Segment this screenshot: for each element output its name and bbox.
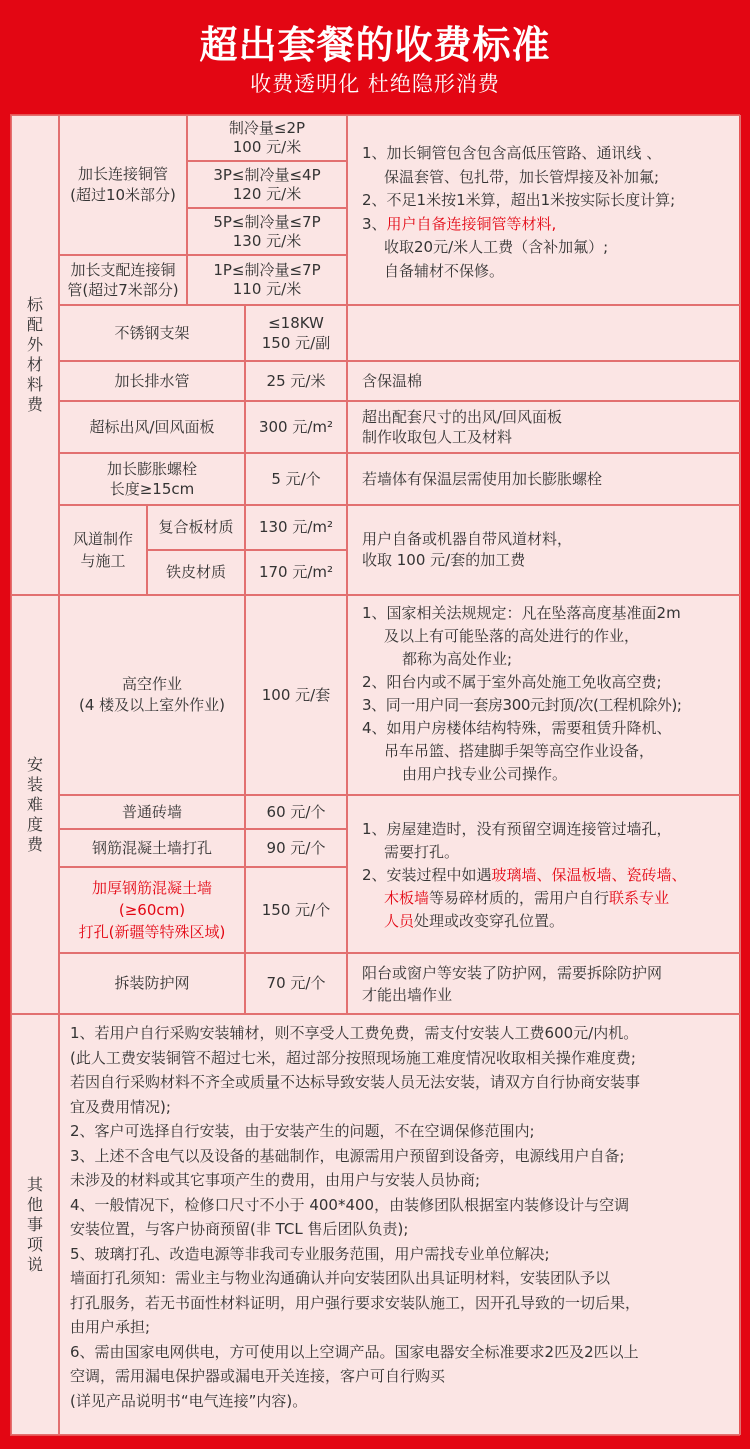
page-subtitle: 收费透明化 杜绝隐形消费 xyxy=(250,72,500,96)
row-price-drain: 25 元/米 xyxy=(245,361,347,401)
row-desc-bracket xyxy=(347,305,741,361)
page-title: 超出套餐的收费标准 xyxy=(199,23,551,67)
wall-concrete-price: 90 元/个 xyxy=(245,829,347,867)
wall-brick-name: 普通砖墙 xyxy=(59,795,245,829)
wall-notes: 1、房屋建造时，没有预留空调连接管过墙孔， 需要打孔。 2、安装过程中如遇玻璃墙、保温板墙、瓷砖墙、 木板墙等易碎材质的，需用户自行联系专业 人员处理或改变穿孔位置。 xyxy=(347,795,741,953)
high-altitude-price: 100 元/套 xyxy=(245,595,347,795)
duct-iron-price: 170 元/m² xyxy=(245,550,347,595)
row-desc-drain: 含保温棉 xyxy=(347,361,741,401)
copper-price-7p: 5P≤制冷量≤7P 130 元/米 xyxy=(187,208,347,255)
high-altitude-name: 高空作业 (4 楼及以上室外作业) xyxy=(59,595,245,795)
net-name: 拆装防护网 xyxy=(59,953,245,1014)
fee-table xyxy=(10,114,740,1436)
copper-price-4p: 3P≤制冷量≤4P 120 元/米 xyxy=(187,161,347,208)
duct-composite-price: 130 元/m² xyxy=(245,505,347,550)
duct-name: 风道制作 与施工 xyxy=(59,505,147,595)
row-name-bolt: 加长膨胀螺栓 长度≥15cm xyxy=(59,453,245,505)
copper-price-2p: 制冷量≤2P 100 元/米 xyxy=(187,115,347,161)
net-price: 70 元/个 xyxy=(245,953,347,1014)
duct-composite: 复合板材质 xyxy=(147,505,245,550)
row-price-bracket: ≤18KW 150 元/副 xyxy=(245,305,347,361)
wall-brick-price: 60 元/个 xyxy=(245,795,347,829)
header xyxy=(0,0,750,114)
row-desc-bolt: 若墙体有保温层需使用加长膨胀螺栓 xyxy=(347,453,741,505)
section-label-materials: 标配外材料费 xyxy=(11,115,59,595)
branch-pipe-price: 1P≤制冷量≤7P 110 元/米 xyxy=(187,255,347,305)
branch-pipe-name: 加长支配连接铜 管(超过7米部分) xyxy=(59,255,187,305)
row-price-bolt: 5 元/个 xyxy=(245,453,347,505)
other-notes: 1、若用户自行采购安装辅材，则不享受人工费免费，需支付安装人工费600元/内机。 (此人工费安装铜管不超过七米，超过部分按照现场施工难度情况收取相关操作难度费; 若因自行采购材料不齐全或质量不达标导致安装人员无法安装，请双方自行协商安装事 宜及费用情况); 2、客户可选择自行安装，由于安装产生的问题，不在空调保修范围内; 3、上述不含电气以及设备的基础制作，电源需用户预留到设备旁，电源线用户自备; 未涉及的材料或其它事项产生的费用，由用户与安装人员协商; 4、一般情况下，检修口尺寸不小于 400*400，由装修团队根据室内装修设计与空调 安装位置，与客户协商预留(非 TCL 售后团队负责); 5、玻璃打孔、改造电源等非我司专业服务范围，用户需找专业单位解决; 墙面打孔须知：需业主与物业沟通确认并向安装团队出具证明材料，安装团队予以 打孔服务，若无书面性材料证明，用户强行要求安装队施工，因开孔导致的一切后果， 由用户承担; 6、需由国家电网供电，方可使用以上空调产品。国家电器安全标准要求2匹及2匹以上 空调，需用漏电保护器或漏电开关连接，客户可自行购买 (详见产品说明书“电气连接”内容)。 xyxy=(59,1014,741,1435)
row-name-bracket: 不锈钢支架 xyxy=(59,305,245,361)
row-name-drain: 加长排水管 xyxy=(59,361,245,401)
wall-concrete-name: 钢筋混凝土墙打孔 xyxy=(59,829,245,867)
section-label-difficulty: 安装难度费 xyxy=(11,595,59,1014)
row-price-panel: 300 元/m² xyxy=(245,401,347,453)
row-name-panel: 超标出风/回风面板 xyxy=(59,401,245,453)
copper-pipe-name: 加长连接铜管 (超过10米部分) xyxy=(59,115,187,255)
section-label-other: 其他事项说 xyxy=(11,1014,59,1435)
row-desc-panel: 超出配套尺寸的出风/回风面板 制作收取包人工及材料 xyxy=(347,401,741,453)
copper-notes: 1、加长铜管包含包含高低压管路、通讯线 、 保温套管、包扎带，加长管焊接及补加氟; 2、不足1米按1米算，超出1米按实际长度计算; 3、用户自备连接铜管等材料, 收取20元/米人工费（含补加氟）; 自备辅材不保修。 xyxy=(347,115,741,305)
duct-iron: 铁皮材质 xyxy=(147,550,245,595)
high-altitude-notes: 1、国家相关法规规定：凡在坠落高度基准面2m 及以上有可能坠落的高处进行的作业， 都称为高处作业; 2、阳台内或不属于室外高处施工免收高空费; 3、同一用户同一套房300元封顶/次(工程机除外); 4、如用户房楼体结构特殊，需要租赁升降机、 吊车吊篮、搭建脚手架等高空作业设备， 由用户找专业公司操作。 xyxy=(347,595,741,795)
wall-thick-name: 加厚钢筋混凝土墙 (≥60cm) 打孔(新疆等特殊区域) xyxy=(59,867,245,953)
net-desc: 阳台或窗户等安装了防护网，需要拆除防护网 才能出墙作业 xyxy=(347,953,741,1014)
wall-thick-price: 150 元/个 xyxy=(245,867,347,953)
duct-desc: 用户自备或机器自带风道材料， 收取 100 元/套的加工费 xyxy=(347,505,741,595)
